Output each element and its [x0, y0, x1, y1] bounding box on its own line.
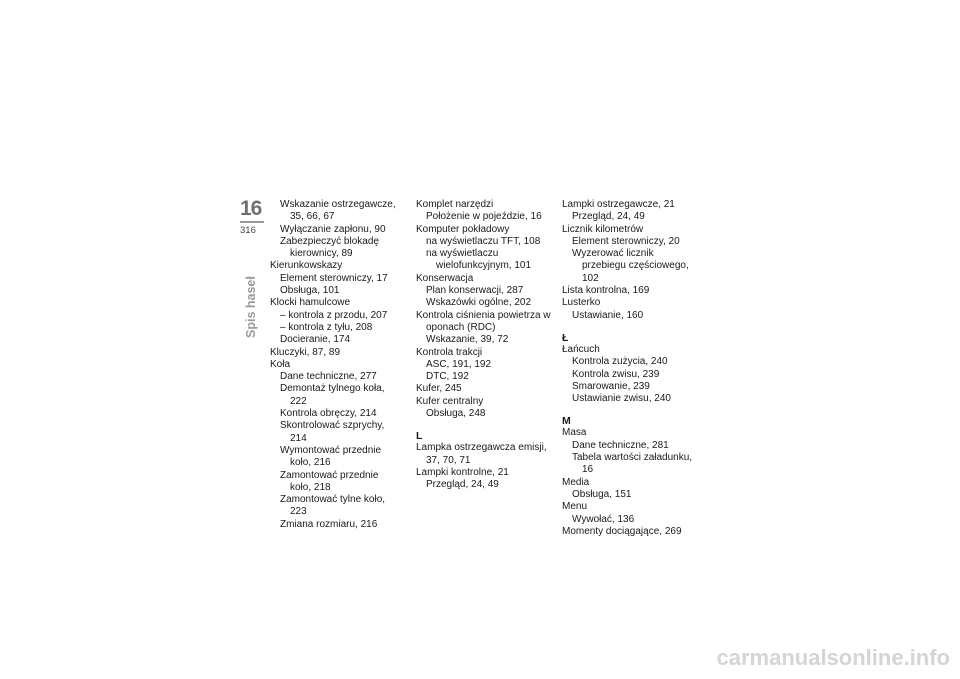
- index-entry-head: Komplet narzędzi: [416, 199, 494, 210]
- index-subentry: DTC, 192: [426, 371, 469, 383]
- index-entry-head: Masa: [562, 427, 587, 439]
- index-subentry: Dane techniczne, 281: [572, 439, 669, 451]
- index-subentry: na wyświetlaczu TFT, 108: [426, 235, 541, 247]
- index-entry: [562, 285, 698, 297]
- index-subentry: Skontrolować szprychy, 214: [280, 420, 385, 444]
- index-subentry: Wyzerować licznik przebiegu częściowego, 102: [572, 248, 689, 284]
- index-subentry: Zmiana rozmiaru, 216: [280, 518, 378, 530]
- index-column-3: [562, 199, 698, 538]
- index-entry-head: Lampki kontrolne, 21: [416, 466, 509, 478]
- index-entry-head: Lusterko: [562, 297, 601, 309]
- index-entry-head: Komputer pokładowy: [416, 223, 510, 235]
- index-column-2: [416, 199, 552, 492]
- index-entry-head: Kluczyki, 87, 89: [270, 346, 341, 358]
- index-entry: [416, 467, 552, 492]
- index-subentry: Wskazanie, 39, 72: [426, 334, 509, 346]
- index-entry: [562, 344, 698, 405]
- index-subentry: Tabela wartości załadunku, 16: [572, 452, 693, 476]
- index-subentry: Kontrola obręczy, 214: [280, 408, 377, 420]
- index-subentry: Plan konserwacji, 287: [426, 285, 524, 297]
- index-entry: [562, 501, 698, 526]
- index-subentry: Element sterowniczy, 17: [280, 272, 388, 284]
- index-entry: [562, 297, 698, 322]
- index-entry: [562, 427, 698, 476]
- index-entry-head: Kufer, 245: [416, 383, 462, 395]
- index-letter: M: [562, 415, 571, 428]
- index-subentry: Element sterowniczy, 20: [572, 235, 680, 247]
- index-entry-head: Media: [562, 476, 590, 488]
- index-entry: [416, 273, 552, 310]
- index-entry: [416, 224, 552, 273]
- index-entry: [416, 347, 552, 384]
- index-subentry: ASC, 191, 192: [426, 358, 492, 370]
- watermark: carmanualsonline.info: [716, 645, 950, 670]
- index-entry-head: Kufer centralny: [416, 395, 484, 407]
- index-entry-head: Kontrola trakcji: [416, 346, 483, 358]
- index-subentry: Kontrola zwisu, 239: [572, 368, 660, 380]
- index-subentry: Położenie w pojeździe, 16: [426, 211, 542, 223]
- index-subentry: Przegląd, 24, 49: [572, 211, 645, 223]
- index-subentry: Docieranie, 174: [280, 334, 351, 346]
- index-entry-head: Lista kontrolna, 169: [562, 285, 650, 297]
- index-entry: [562, 199, 698, 224]
- index-entry: [416, 383, 552, 395]
- index-letter: L: [416, 430, 423, 443]
- chapter-title: Spis haseł: [244, 276, 258, 338]
- index-subentry: Zabezpieczyć blokadę kierownicy, 89: [280, 235, 379, 260]
- index-subentry: Wymontować przednie koło, 216: [280, 444, 382, 469]
- index-entry-head: Lampki ostrzegawcze, 21: [562, 199, 675, 210]
- chapter-number: 16: [240, 197, 262, 220]
- index-entry: [270, 359, 402, 531]
- index-subentry: Wskazanie ostrzegawcze, 35, 66, 67: [280, 199, 396, 223]
- index-entry-head: Momenty dociągające, 269: [562, 525, 682, 537]
- index-subentry: Przegląd, 24, 49: [426, 479, 499, 491]
- index-entry-head: Łańcuch: [562, 343, 600, 355]
- index-subentry: na wyświetlaczu wielofunkcyjnym, 101: [426, 248, 532, 272]
- index-subentry: Demontaż tylnego koła, 222: [280, 383, 385, 407]
- index-subentry: Wskazówki ogólne, 202: [426, 297, 532, 309]
- index-column-1: [270, 199, 402, 531]
- index-entry-head: Menu: [562, 501, 588, 513]
- index-entry: [562, 224, 698, 285]
- index-subentry: Wywołać, 136: [572, 513, 635, 525]
- index-entry: [562, 526, 698, 538]
- index-entry: [416, 396, 552, 421]
- page-number: 316: [240, 225, 256, 236]
- index-subentry: Zamontować przednie koło, 218: [280, 469, 379, 493]
- index-subentry: Kontrola zużycia, 240: [572, 356, 668, 368]
- index-entry: [416, 442, 552, 467]
- index-subentry: – kontrola z tyłu, 208: [280, 321, 373, 333]
- index-entry-head: Licznik kilometrów: [562, 223, 644, 235]
- index-subentry: Obsługa, 151: [572, 488, 632, 500]
- index-subentry: Obsługa, 248: [426, 408, 486, 420]
- index-entry-head: Konserwacja: [416, 272, 474, 284]
- index-entry-head: Kierunkowskazy: [270, 260, 343, 272]
- index-entry: [416, 199, 552, 224]
- index-entry-head: Koła: [270, 358, 291, 370]
- index-entry: [270, 297, 402, 346]
- index-entry: [562, 477, 698, 502]
- index-entry: [270, 260, 402, 297]
- index-subentry: Wyłączanie zapłonu, 90: [280, 223, 386, 235]
- chapter-tab: [240, 198, 266, 236]
- index-subentry: Obsługa, 101: [280, 285, 340, 297]
- index-subentry: Dane techniczne, 277: [280, 371, 377, 383]
- chapter-divider: [240, 221, 264, 223]
- index-subentry: Smarowanie, 239: [572, 380, 650, 392]
- index-subentry: Ustawianie zwisu, 240: [572, 393, 671, 405]
- index-entry: [416, 310, 552, 347]
- index-subentry: – kontrola z przodu, 207: [280, 309, 388, 321]
- index-subentry: Ustawianie, 160: [572, 309, 644, 321]
- index-entry: [270, 199, 402, 260]
- index-subentry: Zamontować tylne koło, 223: [280, 494, 386, 518]
- index-letter: Ł: [562, 331, 569, 344]
- index-entry: [270, 347, 402, 359]
- index-entry-head: Lampka ostrzegawcza emisji, 37, 70, 71: [416, 442, 547, 466]
- index-entry-head: Kontrola ciśnienia powietrza w oponach (RDC): [416, 309, 551, 333]
- index-entry-head: Klocki hamulcowe: [270, 297, 351, 309]
